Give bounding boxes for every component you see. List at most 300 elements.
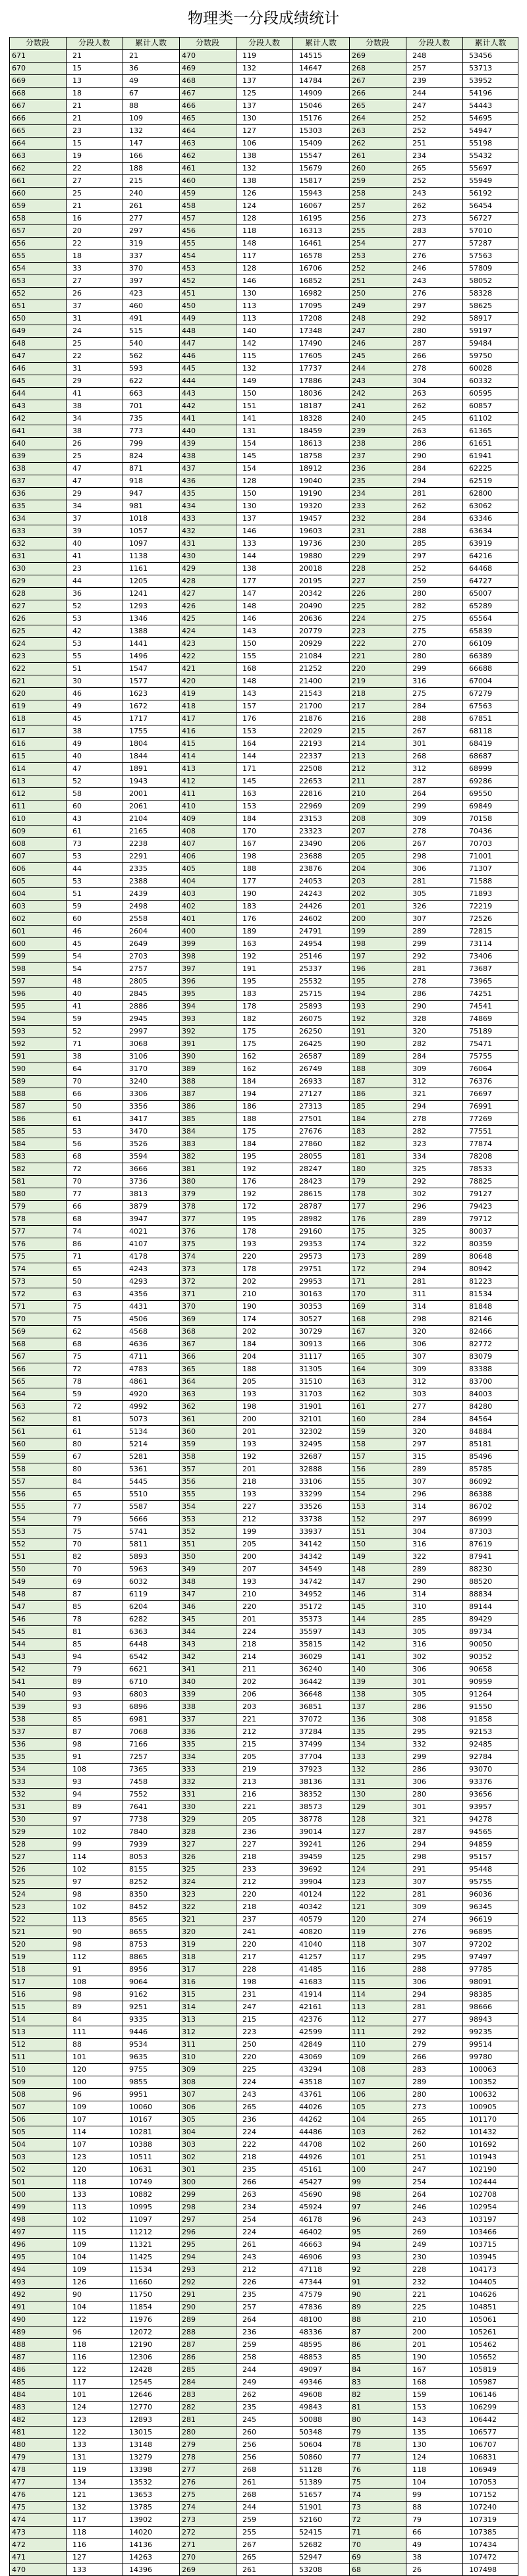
count-cell: 52 [72,602,82,610]
grid-line [9,1713,518,1714]
count-cell: 192 [242,952,256,960]
score-cell: 585 [12,1127,26,1136]
score-cell: 269 [182,2565,196,2574]
score-cell: 226 [352,589,366,598]
score-cell: 160 [352,1415,366,1423]
cumulative-cell: 107498 [469,2565,497,2574]
score-cell: 408 [182,827,196,835]
score-cell: 218 [352,689,366,698]
grid-line [9,1200,518,1201]
count-cell: 65 [72,1490,82,1498]
grid-line [9,287,518,288]
count-cell: 202 [242,1677,256,1686]
score-cell: 216 [352,714,366,723]
count-cell: 39 [72,527,82,535]
score-cell: 179 [352,1177,366,1186]
grid-line [9,2313,518,2314]
count-cell: 150 [242,489,256,498]
count-cell: 284 [412,514,426,523]
count-cell: 259 [412,577,426,585]
score-cell: 197 [352,952,366,960]
count-cell: 195 [242,1152,256,1161]
cumulative-cell: 8753 [129,1940,148,1949]
count-cell: 278 [412,827,426,835]
score-cell: 266 [352,89,366,97]
count-cell: 21 [72,51,82,60]
cumulative-cell: 29573 [299,1252,322,1261]
score-cell: 495 [12,2253,26,2261]
score-table [9,37,518,2574]
count-cell: 33 [72,264,82,273]
cumulative-cell: 22508 [299,764,322,773]
count-cell: 222 [242,2140,256,2149]
score-cell: 161 [352,1402,366,1411]
cumulative-cell: 98091 [469,1978,492,1986]
cumulative-cell: 58917 [469,314,492,323]
score-cell: 335 [182,1740,196,1748]
grid-line [9,2238,518,2239]
count-cell: 68 [72,1152,82,1161]
count-cell: 34 [72,502,82,510]
cumulative-cell: 24791 [299,927,322,935]
grid-line [9,512,518,513]
cumulative-cell: 97785 [469,1965,492,1974]
score-cell: 498 [12,2215,26,2224]
score-cell: 568 [12,1340,26,1348]
count-cell: 81 [72,1415,82,1423]
count-cell: 155 [242,652,256,660]
cumulative-cell: 61651 [469,439,492,448]
score-cell: 401 [182,914,196,923]
score-cell: 239 [352,427,366,435]
score-cell: 298 [182,2203,196,2211]
score-cell: 544 [12,1640,26,1648]
cumulative-cell: 90959 [469,1677,492,1686]
cumulative-cell: 52682 [299,2540,322,2549]
score-cell: 646 [12,364,26,373]
count-cell: 127 [242,126,256,135]
count-cell: 84 [72,2015,82,2024]
score-cell: 144 [352,1615,366,1623]
cumulative-cell: 21 [129,51,138,60]
cumulative-cell: 68687 [469,752,492,760]
cumulative-cell: 1717 [129,714,148,723]
score-cell: 558 [12,1465,26,1473]
count-cell: 115 [72,2228,86,2236]
cumulative-cell: 3068 [129,1039,148,1048]
score-cell: 591 [12,1052,26,1061]
cumulative-cell: 42161 [299,2003,322,2011]
count-cell: 195 [242,977,256,986]
cumulative-cell: 18328 [299,414,322,423]
count-cell: 18 [72,251,82,260]
count-cell: 54 [72,964,82,973]
count-cell: 70 [72,1540,82,1548]
score-cell: 579 [12,1202,26,1211]
cumulative-cell: 423 [129,289,143,298]
count-cell: 70 [72,1177,82,1186]
count-cell: 70 [72,1077,82,1086]
grid-line [9,2488,518,2489]
score-cell: 85 [352,2353,361,2361]
count-cell: 96 [72,2090,82,2099]
cumulative-cell: 7068 [129,1727,148,1736]
score-cell: 217 [352,702,366,710]
score-cell: 385 [182,1115,196,1123]
count-cell: 258 [242,2353,256,2361]
cumulative-cell: 41485 [299,1965,322,1974]
score-cell: 106 [352,2090,366,2099]
score-cell: 424 [182,627,196,635]
count-cell: 297 [412,1515,426,1523]
cumulative-cell: 7166 [129,1740,148,1748]
count-cell: 235 [242,2165,256,2174]
score-cell: 194 [352,989,366,998]
cumulative-cell: 51657 [299,2490,322,2499]
cumulative-cell: 13398 [129,2465,152,2474]
count-cell: 61 [72,827,82,835]
score-cell: 501 [12,2178,26,2186]
score-cell: 117 [352,1953,366,1961]
score-cell: 574 [12,1265,26,1273]
cumulative-cell: 30913 [299,1340,322,1348]
count-cell: 22 [72,352,82,360]
cumulative-cell: 22337 [299,752,322,760]
score-cell: 97 [352,2203,361,2211]
score-cell: 238 [352,439,366,448]
score-cell: 407 [182,839,196,848]
score-cell: 628 [12,589,26,598]
score-cell: 81 [352,2403,361,2411]
cumulative-cell: 18459 [299,427,322,435]
cumulative-cell: 5281 [129,1452,148,1461]
count-cell: 104 [412,2478,426,2486]
cumulative-cell: 38136 [299,1777,322,1786]
count-cell: 246 [412,2203,426,2211]
cumulative-cell: 55949 [469,176,492,185]
score-cell: 435 [182,489,196,498]
count-cell: 108 [72,1765,86,1774]
count-cell: 118 [72,2178,86,2186]
count-cell: 148 [242,239,256,248]
score-cell: 653 [12,276,26,285]
count-cell: 145 [242,452,256,460]
score-cell: 471 [12,2553,26,2562]
cumulative-cell: 23876 [299,864,322,873]
count-cell: 34 [72,414,82,423]
grid-line [9,2476,518,2477]
count-cell: 243 [412,2215,426,2224]
count-cell: 109 [72,2265,86,2274]
cumulative-cell: 49346 [299,2378,322,2386]
count-cell: 212 [242,1515,256,1523]
cumulative-cell: 63919 [469,539,492,548]
count-cell: 132 [242,164,256,172]
cumulative-cell: 39241 [299,1840,322,1849]
count-cell: 224 [242,2228,256,2236]
count-cell: 292 [412,1177,426,1186]
score-cell: 658 [12,214,26,223]
count-cell: 85 [72,1602,82,1611]
count-cell: 190 [242,1302,256,1311]
count-cell: 279 [412,2040,426,2049]
count-cell: 220 [242,1890,256,1899]
score-cell: 459 [182,189,196,197]
cumulative-cell: 99514 [469,2040,492,2049]
score-cell: 399 [182,939,196,948]
cumulative-cell: 101170 [469,2115,497,2124]
count-cell: 51 [72,664,82,673]
count-cell: 231 [242,1990,256,1999]
grid-line [9,1025,518,1026]
count-cell: 192 [242,1190,256,1198]
score-cell: 663 [12,151,26,160]
count-cell: 263 [412,389,426,398]
count-cell: 306 [412,1777,426,1786]
cumulative-cell: 9951 [129,2090,148,2099]
cumulative-cell: 1097 [129,539,148,548]
count-cell: 163 [242,789,256,798]
score-cell: 361 [182,1415,196,1423]
score-cell: 612 [12,789,26,798]
grid-line [9,1550,518,1551]
score-cell: 292 [182,2278,196,2286]
count-cell: 286 [412,439,426,448]
score-cell: 346 [182,1602,196,1611]
score-cell: 280 [182,2428,196,2436]
score-cell: 203 [352,877,366,885]
count-cell: 265 [412,164,426,172]
cumulative-cell: 57563 [469,251,492,260]
cumulative-cell: 42599 [299,2028,322,2036]
count-cell: 207 [242,1565,256,1573]
count-cell: 58 [72,789,82,798]
cumulative-cell: 19457 [299,514,322,523]
grid-line [9,1638,518,1639]
count-cell: 190 [412,2353,426,2361]
grid-line [9,1963,518,1964]
score-cell: 392 [182,1027,196,1036]
count-cell: 286 [412,989,426,998]
score-cell: 470 [12,2565,26,2574]
grid-line [9,1125,518,1126]
cumulative-cell: 107434 [469,2540,497,2549]
count-cell: 206 [242,1690,256,1698]
cumulative-cell: 94565 [469,1827,492,1836]
count-cell: 278 [412,977,426,986]
cumulative-cell: 19880 [299,552,322,560]
score-cell: 630 [12,564,26,573]
score-cell: 377 [182,1215,196,1223]
cumulative-cell: 132 [129,126,143,135]
cumulative-cell: 4293 [129,1277,148,1286]
cumulative-cell: 54947 [469,126,492,135]
score-cell: 326 [182,1853,196,1861]
cumulative-cell: 45427 [299,2178,322,2186]
cumulative-cell: 20195 [299,577,322,585]
cumulative-cell: 57010 [469,226,492,235]
count-cell: 89 [72,2003,82,2011]
count-cell: 281 [412,1277,426,1286]
count-cell: 90 [72,2290,82,2299]
score-cell: 381 [182,1165,196,1173]
cumulative-cell: 39014 [299,1827,322,1836]
score-cell: 351 [182,1540,196,1548]
cumulative-cell: 6448 [129,1640,148,1648]
count-cell: 133 [242,539,256,548]
count-cell: 132 [242,364,256,373]
count-cell: 218 [242,1903,256,1911]
score-cell: 373 [182,1265,196,1273]
count-cell: 133 [72,2190,86,2199]
score-cell: 400 [182,927,196,935]
cumulative-cell: 24053 [299,877,322,885]
score-cell: 576 [12,1240,26,1248]
cumulative-cell: 3947 [129,1215,148,1223]
score-cell: 613 [12,777,26,785]
count-cell: 297 [412,552,426,560]
score-cell: 657 [12,226,26,235]
count-cell: 88 [72,2040,82,2049]
count-cell: 256 [242,2440,256,2449]
count-cell: 221 [242,1802,256,1811]
score-cell: 340 [182,1677,196,1686]
count-cell: 275 [412,614,426,623]
score-cell: 493 [12,2278,26,2286]
cumulative-cell: 16461 [299,239,322,248]
cumulative-cell: 9534 [129,2040,148,2049]
count-cell: 138 [242,564,256,573]
cumulative-cell: 8565 [129,1915,148,1924]
score-cell: 444 [182,377,196,385]
cumulative-cell: 11976 [129,2315,152,2324]
cumulative-cell: 12072 [129,2328,152,2336]
score-cell: 362 [182,1402,196,1411]
count-cell: 75 [72,1352,82,1361]
grid-line [9,49,518,50]
score-cell: 549 [12,1577,26,1586]
score-cell: 260 [352,164,366,172]
count-cell: 290 [412,1577,426,1586]
score-cell: 378 [182,1202,196,1211]
score-cell: 319 [182,1940,196,1949]
cumulative-cell: 31117 [299,1352,322,1361]
score-cell: 413 [182,764,196,773]
cumulative-cell: 11534 [129,2265,152,2274]
count-cell: 75 [72,1527,82,1536]
cumulative-cell: 18912 [299,464,322,473]
score-cell: 176 [352,1215,366,1223]
score-cell: 545 [12,1627,26,1636]
score-cell: 254 [352,239,366,248]
grid-line [9,2513,518,2514]
score-cell: 196 [352,964,366,973]
score-cell: 330 [182,1802,196,1811]
count-cell: 27 [72,276,82,285]
cumulative-cell: 11097 [129,2215,152,2224]
count-cell: 226 [242,2278,256,2286]
cumulative-cell: 22969 [299,802,322,810]
cumulative-cell: 4568 [129,1327,148,1336]
count-cell: 316 [412,1640,426,1648]
count-cell: 52 [72,1027,82,1036]
cumulative-cell: 51128 [299,2465,322,2474]
score-cell: 329 [182,1815,196,1824]
cumulative-cell: 39459 [299,1853,322,1861]
cumulative-cell: 65007 [469,589,492,598]
count-cell: 199 [242,1527,256,1536]
score-cell: 94 [352,2240,361,2249]
count-cell: 294 [412,1990,426,1999]
grid-line [9,362,518,363]
count-cell: 297 [412,302,426,310]
cumulative-cell: 48100 [299,2315,322,2324]
count-cell: 123 [72,2415,86,2424]
cumulative-cell: 24243 [299,889,322,898]
cumulative-cell: 319 [129,239,143,248]
score-cell: 511 [12,2053,26,2061]
score-cell: 588 [12,1090,26,1098]
score-cell: 507 [12,2103,26,2111]
score-cell: 101 [352,2153,366,2161]
count-cell: 134 [72,2478,86,2486]
count-cell: 301 [412,1802,426,1811]
grid-line [9,387,518,388]
score-cell: 186 [352,1090,366,1098]
cumulative-cell: 68118 [469,727,492,735]
score-cell: 512 [12,2040,26,2049]
count-cell: 273 [412,2103,426,2111]
score-cell: 206 [352,839,366,848]
count-cell: 177 [242,577,256,585]
cumulative-cell: 88230 [469,1565,492,1573]
count-cell: 66 [72,1090,82,1098]
count-cell: 114 [72,1853,86,1861]
grid-line [9,1400,518,1401]
cumulative-cell: 60028 [469,364,492,373]
grid-line [9,2338,518,2339]
cumulative-cell: 10631 [129,2165,152,2174]
count-cell: 314 [412,1302,426,1311]
count-cell: 113 [72,2203,86,2211]
cumulative-cell: 515 [129,327,143,335]
count-cell: 246 [412,264,426,273]
cumulative-cell: 4431 [129,1302,148,1311]
score-cell: 164 [352,1365,366,1373]
count-cell: 225 [242,2065,256,2074]
count-cell: 212 [242,1878,256,1886]
cumulative-cell: 55198 [469,139,492,147]
count-cell: 234 [412,151,426,160]
score-cell: 427 [182,589,196,598]
score-cell: 69 [352,2553,361,2562]
cumulative-cell: 17886 [299,377,322,385]
cumulative-cell: 40820 [299,1928,322,1936]
count-cell: 227 [242,1502,256,1511]
grid-line [9,1325,518,1326]
cumulative-cell: 80648 [469,1252,492,1261]
score-cell: 383 [182,1140,196,1148]
cumulative-cell: 12893 [129,2415,152,2424]
cumulative-cell: 8452 [129,1903,148,1911]
count-cell: 68 [72,1215,82,1223]
count-cell: 102 [72,1865,86,1874]
grid-line [9,637,518,638]
grid-line [9,950,518,951]
cumulative-cell: 92153 [469,1727,492,1736]
score-cell: 320 [182,1928,196,1936]
cumulative-cell: 70703 [469,839,492,848]
